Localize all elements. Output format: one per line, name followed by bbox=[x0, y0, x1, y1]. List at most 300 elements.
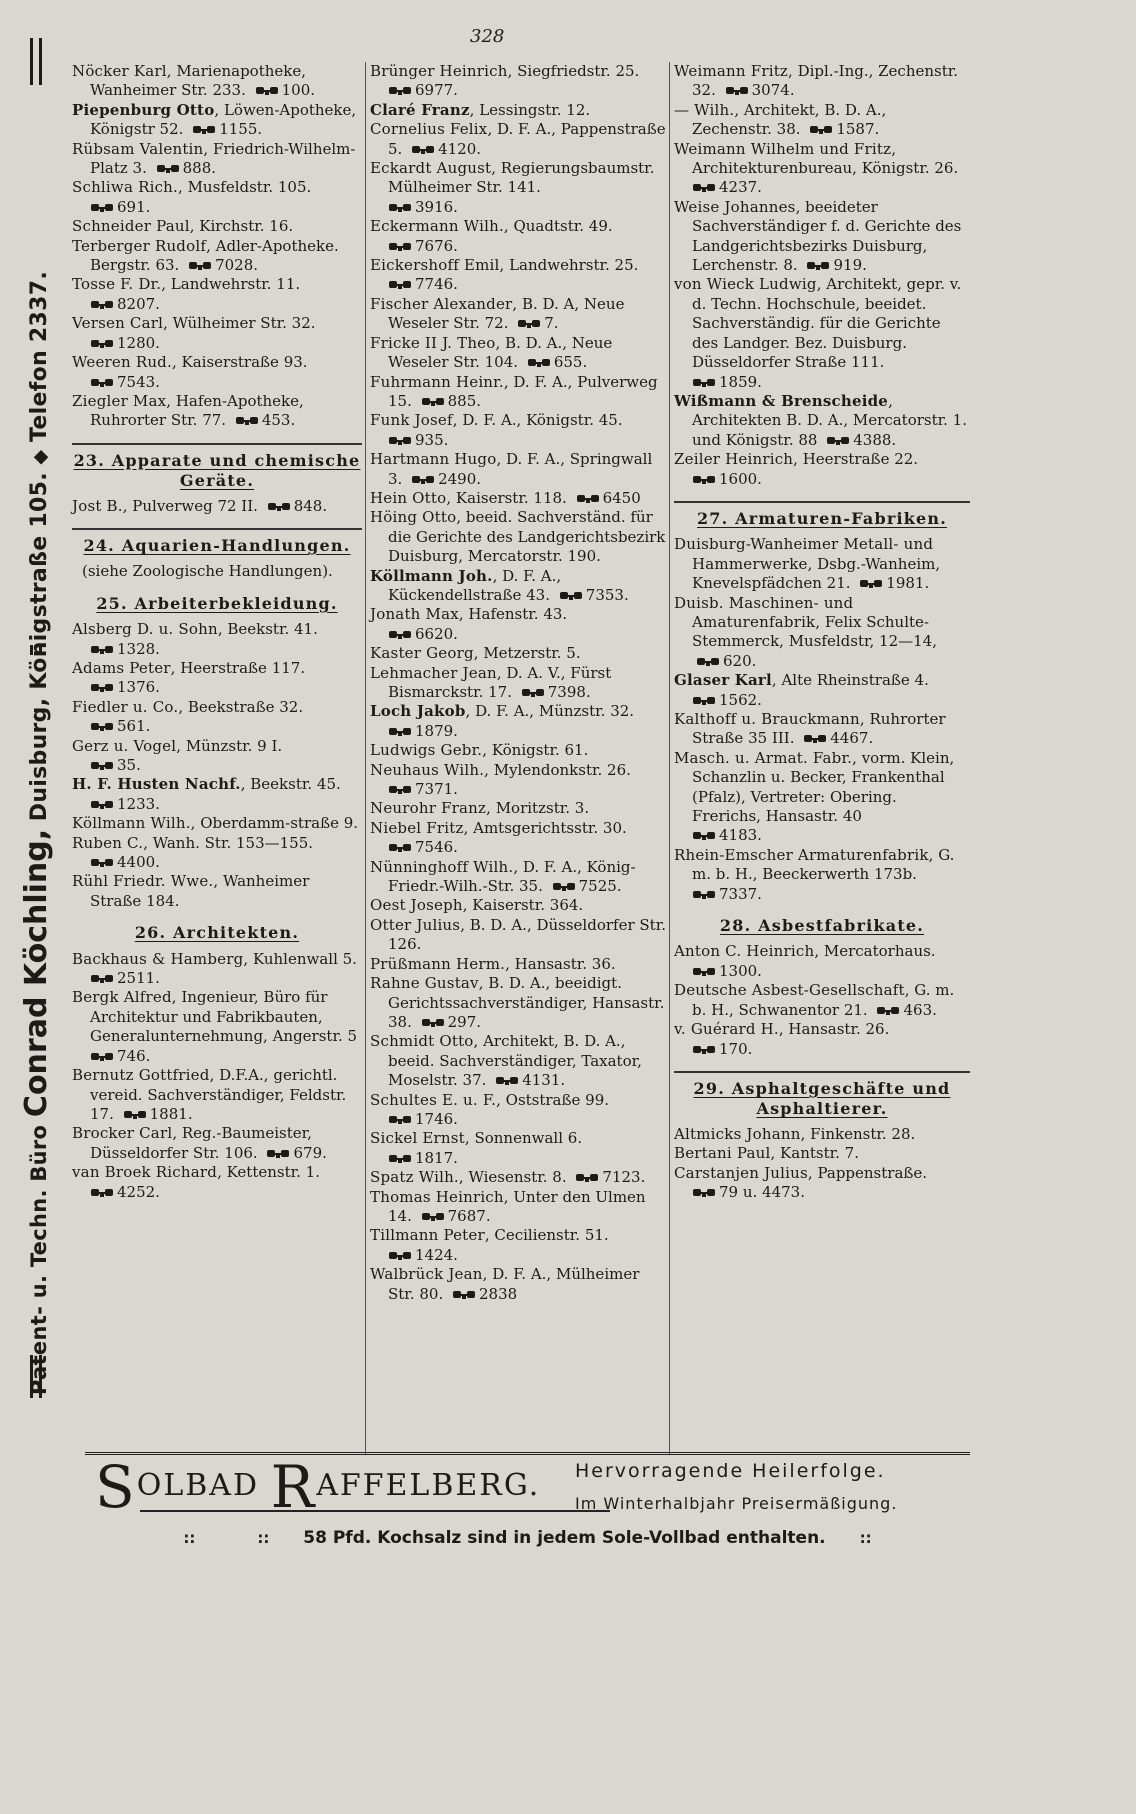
entry-phone-number: 7546. bbox=[415, 838, 458, 857]
entry-name: Spatz Wilh. bbox=[370, 1168, 459, 1187]
entry-address: Metzerstr. 5. bbox=[483, 644, 581, 663]
section-heading bbox=[674, 916, 970, 936]
entry-phone-number: 1746. bbox=[415, 1109, 458, 1128]
telephone-receiver-icon bbox=[876, 1006, 900, 1016]
entry-phone-number: 1587. bbox=[836, 120, 880, 139]
entry-phone bbox=[513, 314, 558, 332]
entry-address: Amtsgerichtsstr. 30. bbox=[473, 818, 627, 837]
entry-address: Kaiserstr. 118. bbox=[455, 488, 567, 507]
entry-address: D. F. A., Pulverweg 15. bbox=[388, 372, 658, 410]
entry-phone-number: 4120. bbox=[438, 139, 482, 158]
entry-phone bbox=[388, 838, 666, 857]
entry-address: Kettenstr. 1. bbox=[226, 1163, 320, 1182]
directory-entry: Glaser Karl, Alte Rheinstraße 4. 1562. bbox=[674, 671, 970, 710]
section-title-continued: Asphaltierer. bbox=[756, 1099, 888, 1119]
section-heading bbox=[72, 923, 362, 943]
telephone-receiver-icon bbox=[388, 727, 412, 737]
directory-entry: Nünninghoff Wilh., D. F. A., König-Friedr.-Wilh.-Str. 35. 7525. bbox=[370, 857, 636, 896]
directory-entry: Rübsam Valentin, Friedrich-Wilhelm-Platz 3. 888. bbox=[72, 139, 356, 178]
entry-phone-number: 7123. bbox=[602, 1168, 646, 1187]
entry-phone bbox=[548, 877, 622, 895]
entry-address: Alte Rheinstraße 4. bbox=[781, 671, 929, 690]
entry-phone-number: 919. bbox=[833, 256, 867, 275]
entry-name: Ludwigs Gebr. bbox=[370, 741, 483, 760]
entry-phone bbox=[388, 625, 666, 644]
entry-phone bbox=[692, 373, 970, 392]
entry-name: van Broek Richard bbox=[72, 1163, 218, 1182]
entry-name: Fricke II J. Theo bbox=[370, 333, 496, 352]
entry-name: Eickershoff Emil bbox=[370, 256, 500, 275]
entry-phone bbox=[388, 722, 666, 741]
entry-name: Wißmann & Brenscheide bbox=[674, 391, 889, 410]
entry-name: Carstanjen Julius bbox=[674, 1163, 808, 1182]
telephone-receiver-icon bbox=[692, 696, 716, 706]
directory-entry: Höing Otto, beeid. Sachverständ. für die Gerichte des Landgerichtsbezirk Duisburg, Mercatorstr. 190. bbox=[370, 508, 666, 566]
entry-phone bbox=[491, 1071, 565, 1089]
entry-phone-number: 1881. bbox=[149, 1104, 193, 1123]
side-banner-separator: ◆ bbox=[29, 449, 51, 465]
entry-phone bbox=[555, 586, 629, 604]
directory-entry: Weise Johannes, beeideter Sachverständiger f. d. Gerichte des Landgerichtsbezirks Duisburg, Lerchenstr. 8. 919. bbox=[674, 197, 962, 275]
entry-address: D. F. A., Königstr. 45. bbox=[462, 411, 623, 430]
telephone-receiver-icon bbox=[826, 436, 850, 446]
telephone-receiver-icon bbox=[696, 657, 720, 667]
telephone-receiver-icon bbox=[388, 785, 412, 795]
entry-phone bbox=[407, 470, 481, 488]
entry-address: Kaiserstr. 364. bbox=[472, 896, 584, 915]
entry-phone bbox=[692, 885, 970, 904]
entry-phone-number: 1328. bbox=[117, 639, 160, 658]
directory-entry: Ruben C., Wanh. Str. 153—155. 4400. bbox=[72, 834, 362, 873]
ad-bottom-line bbox=[85, 1528, 970, 1548]
directory-entry: Zeiler Heinrich, Heerstraße 22. 1600. bbox=[674, 450, 970, 489]
telephone-receiver-icon bbox=[575, 1173, 599, 1183]
entry-phone bbox=[152, 159, 216, 177]
entry-phone-number: 7353. bbox=[585, 585, 629, 604]
ad-winter-note: Im Winterhalbjahr Preisermäßigung. bbox=[575, 1494, 898, 1513]
entry-name: Rübsam Valentin bbox=[72, 139, 204, 158]
entry-phone bbox=[692, 691, 970, 710]
directory-entry: Hein Otto, Kaiserstr. 118. 6450 bbox=[370, 488, 641, 507]
directory-entry: Tosse F. Dr., Landwehrstr. 11. 8207. bbox=[72, 275, 362, 314]
entry-phone-number: 848. bbox=[293, 496, 328, 515]
telephone-receiver-icon bbox=[517, 319, 541, 329]
entry-address: Cecilienstr. 51. bbox=[494, 1226, 609, 1245]
entry-address: Löwen-Apotheke, Königstr 52. bbox=[90, 100, 357, 139]
directory-entry: Bertani Paul, Kantstr. 7. bbox=[674, 1144, 859, 1163]
entry-phone bbox=[388, 780, 666, 799]
directory-entry: von Wieck Ludwig, Architekt, gepr. v. d. Techn. Hochschule, beeidet. Sachverständig. für die Gerichte des Landger. Bez. Duisburg. Düsseldorfer Straße 111. 1859. bbox=[674, 275, 970, 391]
entry-phone bbox=[263, 497, 327, 515]
entry-address: Hafen-Apotheke, Ruhrorter Str. 77. bbox=[90, 391, 304, 430]
directory-entry: Gerz u. Vogel, Münzstr. 9 I. 35. bbox=[72, 737, 362, 776]
ad-brand-underline bbox=[140, 1510, 610, 1512]
directory-entry: Lehmacher Jean, D. A. V., Fürst Bismarckstr. 17. 7398. bbox=[370, 663, 612, 701]
directory-entry: — Wilh., Architekt, B. D. A., Zechenstr. 38. 1587. bbox=[674, 100, 887, 139]
entry-address: Hansastr. 36. bbox=[514, 954, 616, 973]
entry-name: Weise Johannes bbox=[674, 197, 796, 216]
directory-entry: Backhaus & Hamberg, Kuhlenwall 5. 2511. bbox=[72, 950, 362, 989]
directory-entry: Köllmann Wilh., Oberdamm-straße 9. bbox=[72, 814, 359, 833]
entry-phone-number: 888. bbox=[182, 159, 217, 178]
telephone-receiver-icon bbox=[192, 125, 216, 135]
entry-phone-number: 6450 bbox=[602, 488, 641, 507]
entry-phone-number: 3916. bbox=[415, 197, 458, 216]
side-banner bbox=[19, 75, 54, 1395]
directory-entry: Nöcker Karl, Marienapotheke, Wanheimer Str. 233. 100. bbox=[72, 62, 316, 100]
directory-entry: Walbrück Jean, D. F. A., Mülheimer Str. 80. 2838 bbox=[370, 1265, 640, 1303]
side-banner-city: Duisburg, Königstraße 105. bbox=[27, 472, 52, 822]
entry-name: Weimann Wilhelm und Fritz bbox=[674, 139, 892, 158]
directory-entry: Schultes E. u. F., Oststraße 99. 1746. bbox=[370, 1091, 666, 1130]
entry-address: Unter den Ulmen 14. bbox=[388, 1187, 646, 1225]
entry-phone-number: 7028. bbox=[215, 256, 259, 275]
telephone-receiver-icon bbox=[90, 722, 114, 732]
entry-phone bbox=[448, 1285, 517, 1303]
entry-phone-number: 453. bbox=[261, 411, 296, 430]
telephone-receiver-icon bbox=[859, 579, 883, 589]
column-divider bbox=[365, 62, 366, 1454]
directory-entry: Rhein-Emscher Armaturenfabrik, G. m. b. H., Beeckerwerth 173b. 7337. bbox=[674, 846, 970, 904]
telephone-receiver-icon bbox=[90, 1052, 114, 1062]
entry-phone bbox=[692, 962, 970, 981]
entry-name: Höing Otto bbox=[370, 508, 457, 527]
directory-entry: Neuhaus Wilh., Mylendonkstr. 26. 7371. bbox=[370, 761, 666, 800]
entry-phone-number: 1376. bbox=[117, 678, 160, 697]
entry-name: Weeren Rud. bbox=[72, 353, 172, 372]
entry-phone bbox=[388, 431, 666, 450]
entry-name: Gerz u. Vogel bbox=[72, 736, 177, 755]
entry-phone bbox=[388, 81, 666, 100]
entry-phone bbox=[822, 431, 896, 449]
telephone-receiver-icon bbox=[803, 734, 827, 744]
entry-address: D. F. A., König-Friedr.-Wilh.-Str. 35. bbox=[388, 857, 636, 896]
section-heading bbox=[72, 594, 362, 614]
entry-phone-number: 6977. bbox=[415, 81, 458, 100]
telephone-receiver-icon bbox=[90, 645, 114, 655]
entry-phone-number: 7687. bbox=[447, 1206, 491, 1225]
section-note: (siehe Zoologische Handlungen). bbox=[82, 562, 333, 581]
telephone-receiver-icon bbox=[527, 358, 551, 368]
directory-entry: Weimann Fritz, Dipl.-Ing., Zechenstr. 32. 3074. bbox=[674, 62, 959, 100]
entry-phone bbox=[407, 140, 481, 158]
directory-entry: Fricke II J. Theo, B. D. A., Neue Weseler Str. 104. 655. bbox=[370, 333, 613, 372]
entry-name: Ziegler Max bbox=[72, 391, 167, 410]
entry-phone-number: 7543. bbox=[117, 372, 160, 391]
entry-phone bbox=[90, 1183, 362, 1202]
entry-name: Bertani Paul bbox=[674, 1144, 771, 1163]
entry-phone-number: 35. bbox=[117, 756, 141, 774]
entry-name: Sickel Ernst bbox=[370, 1129, 465, 1148]
entry-phone-number: 1562. bbox=[719, 690, 762, 709]
entry-address: G. m. b. H., Beeckerwerth 173b. bbox=[692, 845, 955, 884]
entry-address: Landwehrstr. 25. bbox=[509, 256, 639, 275]
entry-address: Heerstraße 22. bbox=[802, 450, 919, 469]
entry-phone-number: 1300. bbox=[719, 961, 762, 980]
entry-phone-number: 297. bbox=[447, 1012, 482, 1031]
entry-phone bbox=[417, 392, 481, 410]
directory-entry: Deutsche Asbest-Gesellschaft, G. m. b. H., Schwanentor 21. 463. bbox=[674, 981, 955, 1019]
section-heading bbox=[674, 1071, 970, 1119]
entry-name: Niebel Fritz bbox=[370, 818, 464, 837]
telephone-receiver-icon bbox=[692, 890, 716, 900]
directory-entry: Ziegler Max, Hafen-Apotheke, Ruhrorter Str. 77. 453. bbox=[72, 391, 304, 430]
side-banner-name: Conrad Köchling, bbox=[19, 828, 54, 1118]
entry-phone bbox=[388, 198, 666, 217]
section-heading bbox=[72, 528, 362, 556]
entry-address: Oststraße 99. bbox=[505, 1090, 610, 1109]
directory-entry: Schliwa Rich., Musfeldstr. 105. 691. bbox=[72, 178, 362, 217]
directory-entry: Bergk Alfred, Ingenieur, Büro für Architektur und Fabrikbauten, Generalunternehmung, Angerstr. 5 746. bbox=[72, 988, 362, 1066]
section-title: 23. Apparate und chemische bbox=[73, 450, 361, 470]
section-title: 29. Asphaltgeschäfte und bbox=[693, 1078, 951, 1098]
entry-phone-number: 1981. bbox=[886, 574, 930, 593]
telephone-receiver-icon bbox=[521, 688, 545, 698]
directory-entry: Duisb. Maschinen- und Amaturenfabrik, Felix Schulte-Stemmerck, Musfeldstr, 12—14, 620. bbox=[674, 593, 937, 670]
entry-phone-number: 1879. bbox=[415, 721, 458, 740]
entry-address: D.F.A., gerichtl. vereid. Sachverständiger, Feldstr. 17. bbox=[90, 1066, 347, 1123]
entry-name: Zeiler Heinrich bbox=[674, 450, 794, 469]
entry-name: Neuhaus Wilh. bbox=[370, 760, 485, 779]
entry-phone bbox=[90, 795, 362, 814]
directory-entry: Schmidt Otto, Architekt, B. D. A., beeid. Sachverständiger, Taxator, Moselstr. 37. 4131. bbox=[370, 1032, 642, 1090]
entry-phone-number: 4467. bbox=[830, 729, 874, 748]
telephone-receiver-icon bbox=[421, 1212, 445, 1222]
entry-phone-number: 885. bbox=[447, 391, 482, 410]
entry-name: Adams Peter bbox=[72, 658, 171, 677]
entry-name: Rahne Gustav bbox=[370, 974, 479, 993]
entry-phone bbox=[90, 678, 362, 697]
directory-entry: Spatz Wilh., Wiesenstr. 8. 7123. bbox=[370, 1168, 646, 1187]
entry-name: Altmicks Johann bbox=[674, 1124, 801, 1143]
entry-address: D. A. V., Fürst Bismarckstr. 17. bbox=[388, 663, 612, 701]
entry-phone bbox=[692, 178, 970, 197]
entry-address: Lessingstr. 12. bbox=[479, 100, 591, 119]
section-title: 26. Architekten. bbox=[134, 923, 300, 943]
ad-salt-claim: 58 Pfd. Kochsalz sind in jedem Sole-Vollbad enthalten. bbox=[303, 1528, 826, 1548]
entry-address: B. D. A., Düsseldorfer Str. 126. bbox=[388, 915, 666, 954]
telephone-receiver-icon bbox=[388, 1115, 412, 1125]
directory-column-1 bbox=[72, 62, 362, 1202]
entry-name: Jost B. bbox=[72, 496, 123, 515]
entry-phone bbox=[90, 640, 362, 659]
entry-address: Mylendonkstr. 26. bbox=[493, 760, 631, 779]
entry-address: Hafenstr. 43. bbox=[468, 605, 568, 624]
telephone-receiver-icon bbox=[388, 86, 412, 96]
entry-name: Prüßmann Herm. bbox=[370, 954, 506, 973]
section-heading bbox=[674, 501, 970, 529]
telephone-receiver-icon bbox=[692, 967, 716, 977]
entry-phone-number: 1233. bbox=[117, 794, 160, 813]
entry-address: Kirchstr. 16. bbox=[199, 217, 294, 236]
telephone-receiver-icon bbox=[725, 86, 749, 96]
entry-address: D. F. A., Mülheimer Str. 80. bbox=[388, 1265, 640, 1303]
telephone-receiver-icon bbox=[90, 800, 114, 810]
entry-address: B. D. A., beeidigt. Gerichtssachverständiger, Hansastr. 38. bbox=[388, 974, 665, 1031]
entry-name: Versen Carl bbox=[72, 314, 164, 333]
entry-phone bbox=[799, 729, 873, 747]
telephone-receiver-icon bbox=[388, 1251, 412, 1261]
entry-phone bbox=[90, 717, 362, 736]
entry-address: Musfeldstr. 105. bbox=[187, 178, 312, 197]
entry-address: Architekten B. D. A., Mercatorstr. 1. und Königstr. 88 bbox=[692, 411, 967, 449]
directory-column-2 bbox=[370, 62, 666, 1304]
entry-phone-number: 7337. bbox=[719, 884, 762, 903]
entry-name: Fiedler u. Co. bbox=[72, 697, 179, 716]
entry-address: Kantstr. 7. bbox=[780, 1144, 859, 1163]
entry-name: Tosse F. Dr. bbox=[72, 275, 162, 294]
entry-phone-number: 561. bbox=[117, 717, 151, 736]
directory-entry: Cornelius Felix, D. F. A., Pappenstraße 5. 4120. bbox=[370, 120, 666, 158]
telephone-receiver-icon bbox=[90, 378, 114, 388]
entry-name: Rühl Friedr. Wwe. bbox=[72, 872, 214, 891]
section-title: 27. Armaturen-Fabriken. bbox=[696, 508, 948, 528]
entry-address: Mercatorhaus. bbox=[823, 942, 936, 961]
entry-phone-number: 7371. bbox=[415, 780, 458, 799]
telephone-receiver-icon bbox=[388, 843, 412, 853]
entry-phone bbox=[692, 1040, 970, 1059]
entry-phone bbox=[251, 81, 315, 99]
entry-name: Thomas Heinrich bbox=[370, 1187, 504, 1206]
entry-address: Wanh. Str. 153—155. bbox=[152, 833, 314, 852]
entry-address: G. m. b. H., Schwanentor 21. bbox=[692, 981, 955, 1019]
directory-entry: Fuhrmann Heinr., D. F. A., Pulverweg 15. 885. bbox=[370, 372, 658, 410]
entry-address: Regierungsbaumstr. Mülheimer Str. 141. bbox=[388, 159, 655, 197]
entry-address: Beekstr. 41. bbox=[227, 620, 318, 639]
entry-name: Funk Josef bbox=[370, 411, 453, 430]
entry-name: Fuhrmann Heinr. bbox=[370, 372, 504, 391]
entry-address: Ingenieur, Büro für Architektur und Fabrikbauten, Generalunternehmung, Angerstr. 5 bbox=[90, 988, 358, 1046]
directory-entry: Niebel Fritz, Amtsgerichtsstr. 30. 7546. bbox=[370, 819, 666, 858]
directory-entry: Kaster Georg, Metzerstr. 5. bbox=[370, 644, 581, 663]
directory-entry: Claré Franz, Lessingstr. 12. bbox=[370, 100, 591, 119]
ad-ornament: :: bbox=[257, 1529, 270, 1547]
directory-entry: Eickershoff Emil, Landwehrstr. 25. 7746. bbox=[370, 256, 666, 295]
entry-address: Landwehrstr. 11. bbox=[170, 275, 301, 294]
directory-entry: Adams Peter, Heerstraße 117. 1376. bbox=[72, 659, 362, 698]
entry-address: Adler-Apotheke. Bergstr. 63. bbox=[90, 236, 339, 275]
entry-address: D. F. A., Kückendellstraße 43. bbox=[388, 566, 562, 604]
directory-entry: Wißmann & Brenscheide, Architekten B. D. A., Mercatorstr. 1. und Königstr. 88 4388. bbox=[674, 391, 967, 449]
entry-phone-number: 100. bbox=[281, 81, 316, 100]
entry-phone bbox=[262, 1144, 326, 1162]
entry-name: Brocker Carl bbox=[72, 1124, 173, 1143]
telephone-receiver-icon bbox=[692, 378, 716, 388]
directory-entry: Thomas Heinrich, Unter den Ulmen 14. 7687. bbox=[370, 1187, 646, 1225]
entry-address: beeid. Sachverständ. für die Gerichte des Landgerichtsbezirk Duisburg, Mercatorstr. 190. bbox=[388, 508, 666, 566]
telephone-receiver-icon bbox=[90, 339, 114, 349]
directory-entry: Brocker Carl, Reg.-Baumeister, Düsseldorfer Str. 106. 679. bbox=[72, 1124, 327, 1162]
entry-phone-number: 7676. bbox=[415, 236, 458, 255]
entry-phone bbox=[692, 826, 970, 845]
entry-address: D. F. A., Springwall 3. bbox=[388, 450, 653, 488]
entry-name: — Wilh. bbox=[674, 100, 735, 119]
entry-address: Wanheimer Straße 184. bbox=[90, 872, 310, 910]
entry-phone-number: 8207. bbox=[117, 294, 160, 313]
directory-entry: Oest Joseph, Kaiserstr. 364. bbox=[370, 896, 584, 915]
entry-phone-number: 7398. bbox=[547, 683, 591, 701]
ad-brand-initial-r: R bbox=[270, 1453, 317, 1521]
entry-phone-number: 7. bbox=[544, 314, 559, 333]
telephone-receiver-icon bbox=[411, 475, 435, 485]
entry-address: Beekstr. 45. bbox=[250, 775, 341, 794]
entry-name: Tillmann Peter bbox=[370, 1226, 485, 1245]
directory-entry: Eckardt August, Regierungsbaumstr. Mülheimer Str. 141. 3916. bbox=[370, 159, 666, 217]
directory-entry: Alsberg D. u. Sohn, Beekstr. 41. 1328. bbox=[72, 620, 362, 659]
entry-address: B. D. A, Neue Weseler Str. 72. bbox=[388, 294, 625, 333]
entry-phone-number: 170. bbox=[719, 1039, 753, 1058]
telephone-receiver-icon bbox=[559, 591, 583, 601]
telephone-receiver-icon bbox=[421, 397, 445, 407]
entry-phone bbox=[692, 652, 756, 670]
entry-address: B. D. A., Neue Weseler Str. 104. bbox=[388, 333, 613, 372]
entry-phone-number: 463. bbox=[903, 1000, 937, 1019]
entry-phone-number: 7746. bbox=[415, 275, 458, 294]
telephone-receiver-icon bbox=[123, 1110, 147, 1120]
entry-name: Terberger Rudolf bbox=[72, 236, 207, 255]
telephone-receiver-icon bbox=[576, 494, 600, 504]
telephone-receiver-icon bbox=[692, 1045, 716, 1055]
directory-entry: Ludwigs Gebr., Königstr. 61. bbox=[370, 741, 589, 760]
entry-phone-number: 1280. bbox=[117, 333, 160, 352]
telephone-receiver-icon bbox=[388, 630, 412, 640]
entry-phone-number: 655. bbox=[553, 353, 588, 372]
entry-name: Schmidt Otto bbox=[370, 1032, 474, 1051]
entry-name: Schneider Paul bbox=[72, 217, 190, 236]
side-banner-prefix: Patent- u. Techn. Büro bbox=[27, 1124, 51, 1395]
entry-phone bbox=[523, 353, 587, 371]
entry-address: Architekt, gepr. v. d. Techn. Hochschule, beeidet. Sachverständig. für die Gerichte des Landger. Bez. Duisburg. Düsseldorfer Straße 111. bbox=[692, 275, 962, 372]
entry-name: Ruben C. bbox=[72, 833, 144, 852]
entry-address: Kuhlenwall 5. bbox=[252, 949, 357, 968]
entry-phone-number: 4400. bbox=[117, 853, 160, 872]
entry-name: Anton C. Heinrich bbox=[674, 942, 815, 961]
entry-phone bbox=[571, 1168, 645, 1186]
entry-address: Marienapotheke, Wanheimer Str. 233. bbox=[90, 62, 307, 100]
entry-phone-number: 2511. bbox=[117, 969, 160, 988]
directory-entry: Fischer Alexander, B. D. A, Neue Weseler Str. 72. 7. bbox=[370, 294, 625, 333]
entry-phone-number: 691. bbox=[117, 197, 151, 216]
directory-entry: Brünger Heinrich, Siegfriedstr. 25. 6977. bbox=[370, 62, 666, 101]
telephone-receiver-icon bbox=[388, 436, 412, 446]
entry-phone bbox=[90, 969, 362, 988]
telephone-receiver-icon bbox=[188, 261, 212, 271]
entry-address: Wiesenstr. 8. bbox=[468, 1168, 567, 1187]
section-title: 24. Aquarien-Handlungen. bbox=[83, 535, 351, 555]
telephone-receiver-icon bbox=[90, 1188, 114, 1198]
entry-address: Hansastr. 26. bbox=[788, 1020, 890, 1039]
entry-phone-number: 746. bbox=[117, 1046, 151, 1065]
ad-top-rule bbox=[85, 1452, 970, 1455]
entry-phone bbox=[872, 1001, 936, 1019]
telephone-receiver-icon bbox=[388, 1154, 412, 1164]
entry-name: Duisb. Maschinen- und Amaturenfabrik bbox=[674, 593, 854, 631]
entry-name: von Wieck Ludwig bbox=[674, 275, 817, 294]
telephone-receiver-icon bbox=[692, 183, 716, 193]
entry-phone bbox=[692, 470, 970, 489]
entry-phone bbox=[388, 1246, 666, 1265]
entry-address: Ruhrorter Straße 35 III. bbox=[692, 710, 946, 748]
entry-address: Sonnenwall 6. bbox=[474, 1129, 583, 1148]
column-divider bbox=[669, 62, 670, 1454]
entry-address: Kaiserstraße 93. bbox=[181, 353, 308, 372]
telephone-receiver-icon bbox=[90, 203, 114, 213]
entry-phone bbox=[855, 574, 929, 592]
entry-name: Hartmann Hugo bbox=[370, 450, 497, 469]
telephone-receiver-icon bbox=[692, 831, 716, 841]
entry-address: Architekturenbureau, Königstr. 26. bbox=[692, 159, 959, 178]
entry-name: Bergk Alfred bbox=[72, 988, 172, 1007]
